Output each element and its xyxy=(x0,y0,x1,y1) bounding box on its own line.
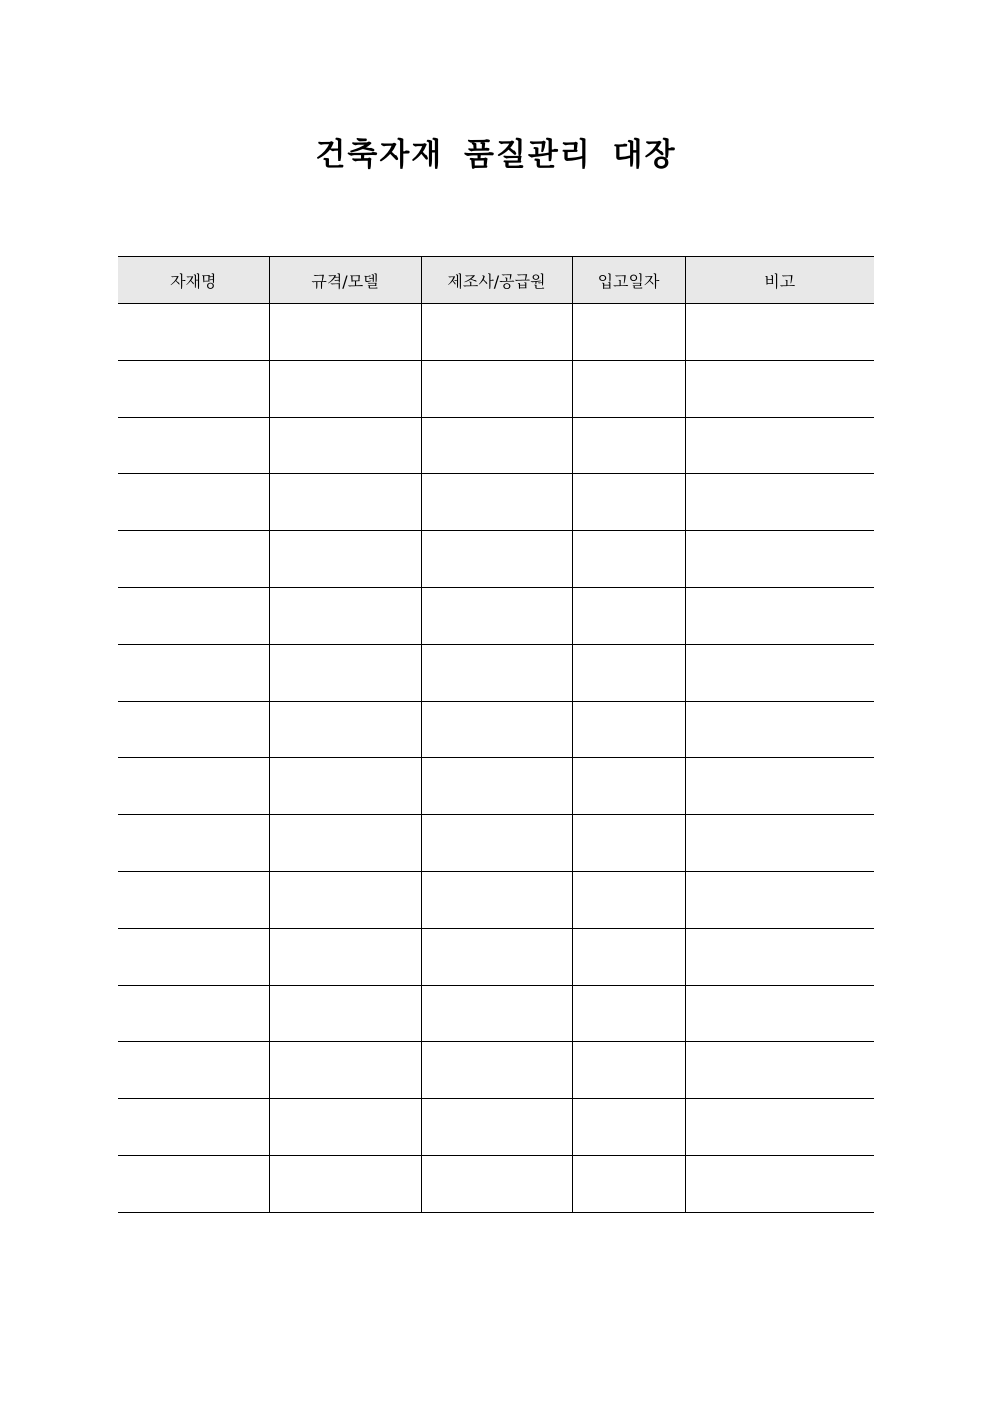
receipt-date-cell[interactable] xyxy=(572,815,685,872)
manufacturer-supplier-cell[interactable] xyxy=(421,985,572,1042)
remarks-cell[interactable] xyxy=(685,1099,874,1156)
column-header-material-name: 자재명 xyxy=(118,257,269,304)
table-row xyxy=(118,587,874,644)
manufacturer-supplier-cell[interactable] xyxy=(421,815,572,872)
remarks-cell[interactable] xyxy=(685,1155,874,1212)
material-name-cell[interactable] xyxy=(118,417,269,474)
column-header-receipt-date: 입고일자 xyxy=(572,257,685,304)
material-name-cell[interactable] xyxy=(118,1099,269,1156)
manufacturer-supplier-cell[interactable] xyxy=(421,474,572,531)
spec-model-cell[interactable] xyxy=(269,985,421,1042)
remarks-cell[interactable] xyxy=(685,815,874,872)
spec-model-cell[interactable] xyxy=(269,644,421,701)
remarks-cell[interactable] xyxy=(685,304,874,361)
material-name-cell[interactable] xyxy=(118,871,269,928)
quality-ledger-table xyxy=(118,256,874,1213)
material-name-cell[interactable] xyxy=(118,985,269,1042)
receipt-date-cell[interactable] xyxy=(572,587,685,644)
material-name-cell[interactable] xyxy=(118,1042,269,1099)
remarks-cell[interactable] xyxy=(685,701,874,758)
material-name-cell[interactable] xyxy=(118,644,269,701)
table-row xyxy=(118,531,874,588)
manufacturer-supplier-cell[interactable] xyxy=(421,1099,572,1156)
remarks-cell[interactable] xyxy=(685,758,874,815)
table-row xyxy=(118,644,874,701)
table-row xyxy=(118,928,874,985)
manufacturer-supplier-cell[interactable] xyxy=(421,644,572,701)
receipt-date-cell[interactable] xyxy=(572,701,685,758)
receipt-date-cell[interactable] xyxy=(572,474,685,531)
table-body xyxy=(118,304,874,1213)
remarks-cell[interactable] xyxy=(685,871,874,928)
material-name-cell[interactable] xyxy=(118,1155,269,1212)
receipt-date-cell[interactable] xyxy=(572,417,685,474)
spec-model-cell[interactable] xyxy=(269,701,421,758)
manufacturer-supplier-cell[interactable] xyxy=(421,758,572,815)
material-name-cell[interactable] xyxy=(118,758,269,815)
receipt-date-cell[interactable] xyxy=(572,985,685,1042)
table-row xyxy=(118,701,874,758)
manufacturer-supplier-cell[interactable] xyxy=(421,701,572,758)
manufacturer-supplier-cell[interactable] xyxy=(421,360,572,417)
spec-model-cell[interactable] xyxy=(269,1099,421,1156)
table-row xyxy=(118,758,874,815)
column-header-spec-model: 규격/모델 xyxy=(269,257,421,304)
table-row xyxy=(118,1099,874,1156)
manufacturer-supplier-cell[interactable] xyxy=(421,587,572,644)
manufacturer-supplier-cell[interactable] xyxy=(421,871,572,928)
material-name-cell[interactable] xyxy=(118,815,269,872)
remarks-cell[interactable] xyxy=(685,985,874,1042)
receipt-date-cell[interactable] xyxy=(572,928,685,985)
spec-model-cell[interactable] xyxy=(269,304,421,361)
spec-model-cell[interactable] xyxy=(269,871,421,928)
receipt-date-cell[interactable] xyxy=(572,1155,685,1212)
material-name-cell[interactable] xyxy=(118,474,269,531)
remarks-cell[interactable] xyxy=(685,1042,874,1099)
spec-model-cell[interactable] xyxy=(269,928,421,985)
manufacturer-supplier-cell[interactable] xyxy=(421,1155,572,1212)
spec-model-cell[interactable] xyxy=(269,417,421,474)
spec-model-cell[interactable] xyxy=(269,474,421,531)
table-row xyxy=(118,985,874,1042)
table-row xyxy=(118,360,874,417)
material-name-cell[interactable] xyxy=(118,587,269,644)
spec-model-cell[interactable] xyxy=(269,815,421,872)
table-row xyxy=(118,1155,874,1212)
manufacturer-supplier-cell[interactable] xyxy=(421,417,572,474)
receipt-date-cell[interactable] xyxy=(572,304,685,361)
material-name-cell[interactable] xyxy=(118,304,269,361)
table-row xyxy=(118,474,874,531)
remarks-cell[interactable] xyxy=(685,474,874,531)
table-row xyxy=(118,417,874,474)
remarks-cell[interactable] xyxy=(685,360,874,417)
receipt-date-cell[interactable] xyxy=(572,758,685,815)
column-header-manufacturer-supplier: 제조사/공급원 xyxy=(421,257,572,304)
remarks-cell[interactable] xyxy=(685,644,874,701)
material-name-cell[interactable] xyxy=(118,531,269,588)
material-name-cell[interactable] xyxy=(118,701,269,758)
remarks-cell[interactable] xyxy=(685,417,874,474)
spec-model-cell[interactable] xyxy=(269,360,421,417)
remarks-cell[interactable] xyxy=(685,928,874,985)
spec-model-cell[interactable] xyxy=(269,758,421,815)
manufacturer-supplier-cell[interactable] xyxy=(421,304,572,361)
spec-model-cell[interactable] xyxy=(269,1042,421,1099)
table-row xyxy=(118,1042,874,1099)
material-name-cell[interactable] xyxy=(118,928,269,985)
table-row xyxy=(118,871,874,928)
table-row xyxy=(118,815,874,872)
spec-model-cell[interactable] xyxy=(269,531,421,588)
receipt-date-cell[interactable] xyxy=(572,871,685,928)
spec-model-cell[interactable] xyxy=(269,587,421,644)
receipt-date-cell[interactable] xyxy=(572,644,685,701)
receipt-date-cell[interactable] xyxy=(572,1042,685,1099)
table-row xyxy=(118,304,874,361)
remarks-cell[interactable] xyxy=(685,531,874,588)
material-name-cell[interactable] xyxy=(118,360,269,417)
table-header-row xyxy=(118,257,874,304)
column-header-remarks: 비고 xyxy=(685,257,874,304)
manufacturer-supplier-cell[interactable] xyxy=(421,531,572,588)
manufacturer-supplier-cell[interactable] xyxy=(421,1042,572,1099)
receipt-date-cell[interactable] xyxy=(572,360,685,417)
receipt-date-cell[interactable] xyxy=(572,531,685,588)
receipt-date-cell[interactable] xyxy=(572,1099,685,1156)
document-title: 건축자재 품질관리 대장 xyxy=(315,137,677,173)
spec-model-cell[interactable] xyxy=(269,1155,421,1212)
manufacturer-supplier-cell[interactable] xyxy=(421,928,572,985)
remarks-cell[interactable] xyxy=(685,587,874,644)
